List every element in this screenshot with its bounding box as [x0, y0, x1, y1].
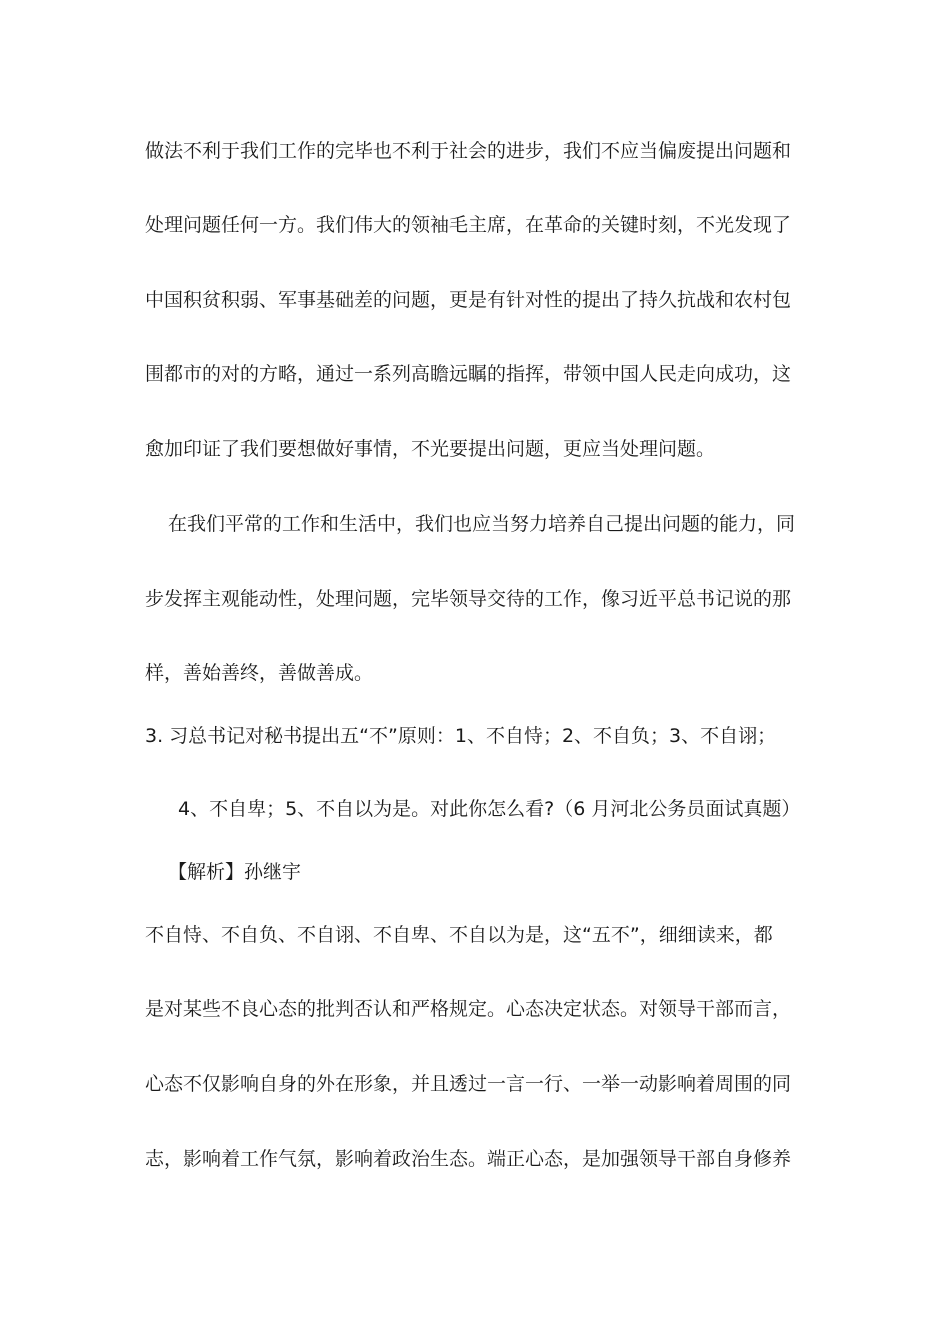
body-text-line: 不自恃、不自负、不自诩、不自卑、不自以为是，这“五不”，细细读来，都: [145, 924, 773, 946]
body-text-line: 是对某些不良心态的批判否认和严格规定。心态决定状态。对领导干部而言，: [145, 998, 792, 1020]
body-text-line: 中国积贫积弱、军事基础差的问题，更是有针对性的提出了持久抗战和农村包: [145, 289, 792, 311]
question-line: 4、不自卑；5、不自以为是。对此你怎么看?（6 月河北公务员面试真题）: [178, 798, 801, 820]
body-text-line: 围都市的对的方略，通过一系列高瞻远瞩的指挥，带领中国人民走向成功，这: [145, 363, 792, 385]
question-line: 3. 习总书记对秘书提出五“不”原则：1、不自恃；2、不自负；3、不自诩；: [145, 725, 777, 747]
body-text-line: 志，影响着工作气氛，影响着政治生态。端正心态，是加强领导干部自身修养: [145, 1148, 792, 1170]
body-text-line: 样，善始善终，善做善成。: [145, 662, 374, 684]
analysis-heading: 【解析】孙继宇: [168, 861, 302, 883]
body-text-line: 步发挥主观能动性，处理问题，完毕领导交待的工作，像习近平总书记说的那: [145, 588, 792, 610]
body-text-line: 心态不仅影响自身的外在形象，并且透过一言一行、一举一动影响着周围的同: [145, 1073, 792, 1095]
body-text-line: 处理问题任何一方。我们伟大的领袖毛主席，在革命的关键时刻，不光发现了: [145, 214, 792, 236]
body-text-line: 在我们平常的工作和生活中，我们也应当努力培养自己提出问题的能力，同: [168, 513, 796, 535]
body-text-line: 做法不利于我们工作的完毕也不利于社会的进步，我们不应当偏废提出问题和: [145, 140, 792, 162]
body-text-line: 愈加印证了我们要想做好事情，不光要提出问题，更应当处理问题。: [145, 438, 716, 460]
